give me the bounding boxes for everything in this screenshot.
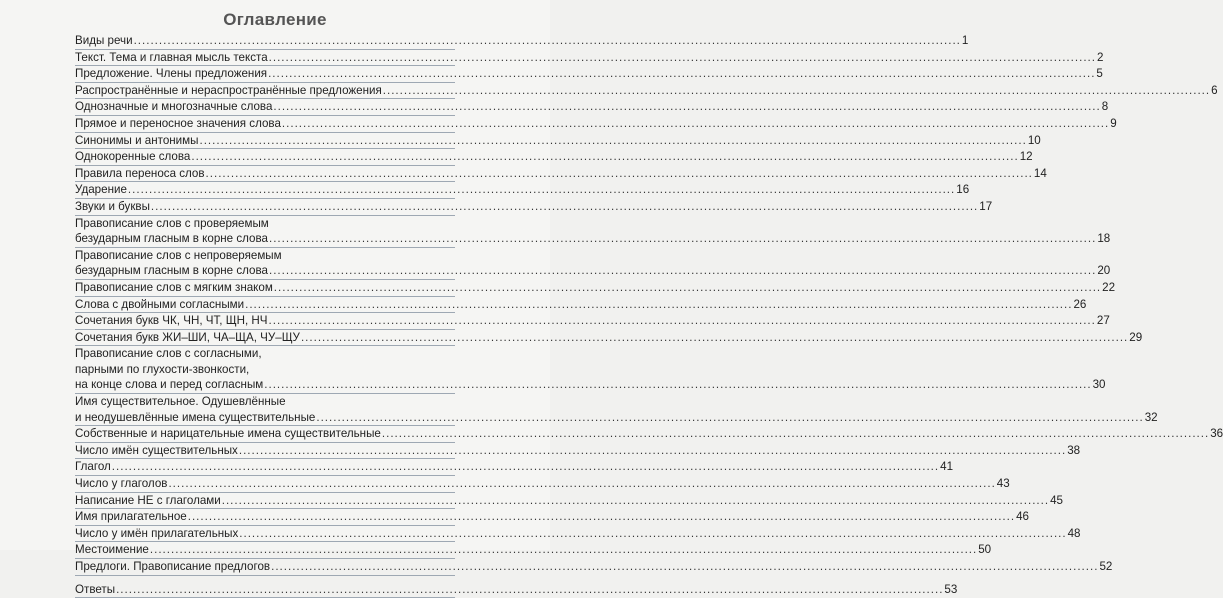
dot-leader [191, 149, 1018, 165]
toc-entry-text: Имя существительное. Одушевлённые [75, 395, 286, 409]
toc-entry [75, 542, 992, 559]
toc-entry-text: Местоимение [75, 543, 149, 557]
dot-leader [150, 542, 977, 558]
toc-entry-text: Предлоги. Правописание предлогов [75, 560, 271, 573]
toc-page-number: 52 [1099, 560, 1113, 573]
toc-entry [75, 199, 993, 216]
toc-entry [75, 459, 954, 476]
dot-leader [239, 526, 1066, 542]
toc-entry-text: Текст. Тема и главная мысль текста [75, 50, 268, 64]
toc-entry-text: Написание НЕ с глаголами [75, 493, 221, 507]
toc-page-number: 2 [1096, 50, 1104, 64]
dot-leader [273, 99, 1100, 115]
toc-page-number: 18 [1097, 232, 1111, 246]
dot-leader [316, 410, 1143, 426]
toc-page-number: 26 [1073, 297, 1087, 311]
toc-page-number: 41 [940, 460, 954, 474]
toc-page-number: 14 [1033, 166, 1047, 180]
toc-entry [75, 394, 1158, 426]
toc-entry [75, 216, 1111, 248]
dot-leader [112, 459, 939, 475]
toc-entry-text: Глагол [75, 460, 111, 474]
toc-entry-text: Виды речи [75, 34, 133, 47]
toc-entry-text: Однокоренные слова [75, 150, 191, 164]
toc-entry-text: и неодушевлённые имена существительные [75, 410, 316, 424]
toc-entry [75, 66, 1103, 83]
toc-entry-text: Ударение [75, 183, 127, 197]
toc-page-number: 22 [1102, 280, 1116, 294]
toc-entry [75, 83, 1218, 100]
toc-entry [75, 330, 1143, 347]
toc-entry-text: Ответы [75, 582, 116, 596]
dot-leader [301, 330, 1128, 346]
dot-leader [269, 231, 1096, 247]
dot-leader [199, 133, 1026, 149]
toc-entry-text: Слова с двойными согласными [75, 297, 245, 311]
toc-page-number: 10 [1027, 133, 1041, 147]
dot-leader [239, 443, 1066, 459]
toc-entry [75, 443, 1081, 460]
toc-entry-text: Правописание слов с согласными, [75, 347, 262, 361]
toc-page-number: 32 [1144, 410, 1158, 424]
toc-entry-text: Число имён существительных [75, 443, 238, 457]
toc-entry-text: безударным гласным в корне слова [75, 264, 268, 278]
toc-entry-text: Распространённые и нераспространённые предложения [75, 83, 382, 97]
toc-page-number: 29 [1129, 330, 1143, 344]
toc-entry [75, 313, 1110, 330]
toc-entry-text: парными по глухости-звонкости, [75, 362, 250, 376]
page-title: Оглавление [223, 10, 327, 29]
toc-entry-text: Число у глаголов [75, 477, 168, 491]
toc-page-number: 27 [1096, 314, 1110, 328]
dot-leader [382, 426, 1209, 442]
toc-entry-text: безударным гласным в корне слова [75, 232, 268, 246]
toc-entry [75, 297, 1087, 314]
toc-page-number: 9 [1110, 116, 1117, 130]
toc-entry [75, 280, 1116, 297]
toc-entry-text: Предложение. Члены предложения [75, 67, 268, 81]
toc-page-number: 6 [1211, 83, 1218, 97]
dot-leader [268, 66, 1095, 82]
toc-page-number: 46 [1016, 510, 1029, 524]
toc-entry-text: Однозначные и многозначные слова [75, 100, 273, 114]
toc-entry-text: Правописание слов с проверяемым [75, 216, 269, 230]
toc-page-number: 20 [1097, 264, 1111, 278]
toc-entry-text: Имя прилагательное [75, 510, 187, 524]
toc-entry-text: Сочетания букв ЖИ–ШИ, ЧА–ЩА, ЧУ–ЩУ [75, 330, 300, 344]
toc-entry [75, 509, 1029, 526]
toc-entry [75, 559, 1113, 576]
dot-leader [269, 263, 1096, 279]
table-of-contents [75, 33, 1223, 598]
toc-entry [75, 426, 1223, 443]
toc-entry-text: Звуки и буквы [75, 199, 150, 213]
dot-leader [245, 297, 1072, 313]
toc-page-number: 30 [1092, 378, 1106, 392]
toc-entry [75, 133, 1041, 150]
dot-leader [206, 166, 1033, 182]
toc-page-number: 16 [956, 183, 970, 197]
dot-leader [271, 559, 1098, 575]
dot-leader [151, 199, 978, 215]
toc-entry-text: Собственные и нарицательные имена существительные [75, 427, 381, 441]
dot-leader [134, 33, 961, 49]
dot-leader [383, 83, 1210, 99]
dot-leader [222, 493, 1049, 509]
toc-entry [75, 582, 958, 598]
toc-page-number: 45 [1050, 493, 1063, 507]
toc-page-number: 8 [1101, 100, 1109, 114]
dot-leader [269, 313, 1096, 329]
toc-entry [75, 50, 1104, 67]
toc-page-number: 12 [1019, 150, 1033, 164]
toc-entry [75, 346, 1106, 394]
toc-entry [75, 493, 1063, 510]
dot-leader [116, 582, 943, 598]
toc-entry [75, 248, 1111, 280]
toc-entry-text: Прямое и переносное значения слова [75, 116, 281, 130]
toc-page-number: 38 [1067, 443, 1081, 457]
toc-page-number: 53 [944, 582, 958, 596]
toc-entry-text: Правописание слов с мягким знаком [75, 280, 273, 294]
toc-page-number: 43 [996, 477, 1010, 491]
toc-page-number: 48 [1067, 526, 1081, 540]
toc-entry [75, 116, 1117, 133]
toc-entry [75, 166, 1047, 183]
toc-entry [75, 149, 1033, 166]
dot-leader [168, 476, 995, 492]
toc-page-number: 5 [1096, 67, 1103, 81]
toc-entry-text: на конце слова и перед согласным [75, 378, 264, 392]
toc-entry-text: Сочетания букв ЧК, ЧН, ЧТ, ЩН, НЧ [75, 314, 268, 328]
toc-page-number: 50 [978, 543, 992, 557]
toc-page-number: 1 [961, 34, 969, 47]
dot-leader [282, 116, 1109, 132]
toc-entry [75, 33, 969, 50]
dot-leader [264, 377, 1091, 393]
toc-page-number: 17 [979, 199, 993, 213]
toc-page-number: 36 [1210, 427, 1223, 441]
toc-entry [75, 476, 1010, 493]
toc-entry [75, 526, 1081, 543]
toc-entry-text: Правописание слов с непроверяемым [75, 248, 282, 262]
dot-leader [128, 182, 955, 198]
dot-leader [274, 280, 1101, 296]
dot-leader [269, 50, 1096, 66]
toc-entry-text: Правила переноса слов [75, 166, 205, 180]
toc-entry [75, 99, 1109, 116]
toc-entry-text: Синонимы и антонимы [75, 133, 199, 147]
toc-entry [75, 182, 970, 199]
dot-leader [188, 509, 1015, 525]
toc-entry-text: Число у имён прилагательных [75, 526, 239, 540]
